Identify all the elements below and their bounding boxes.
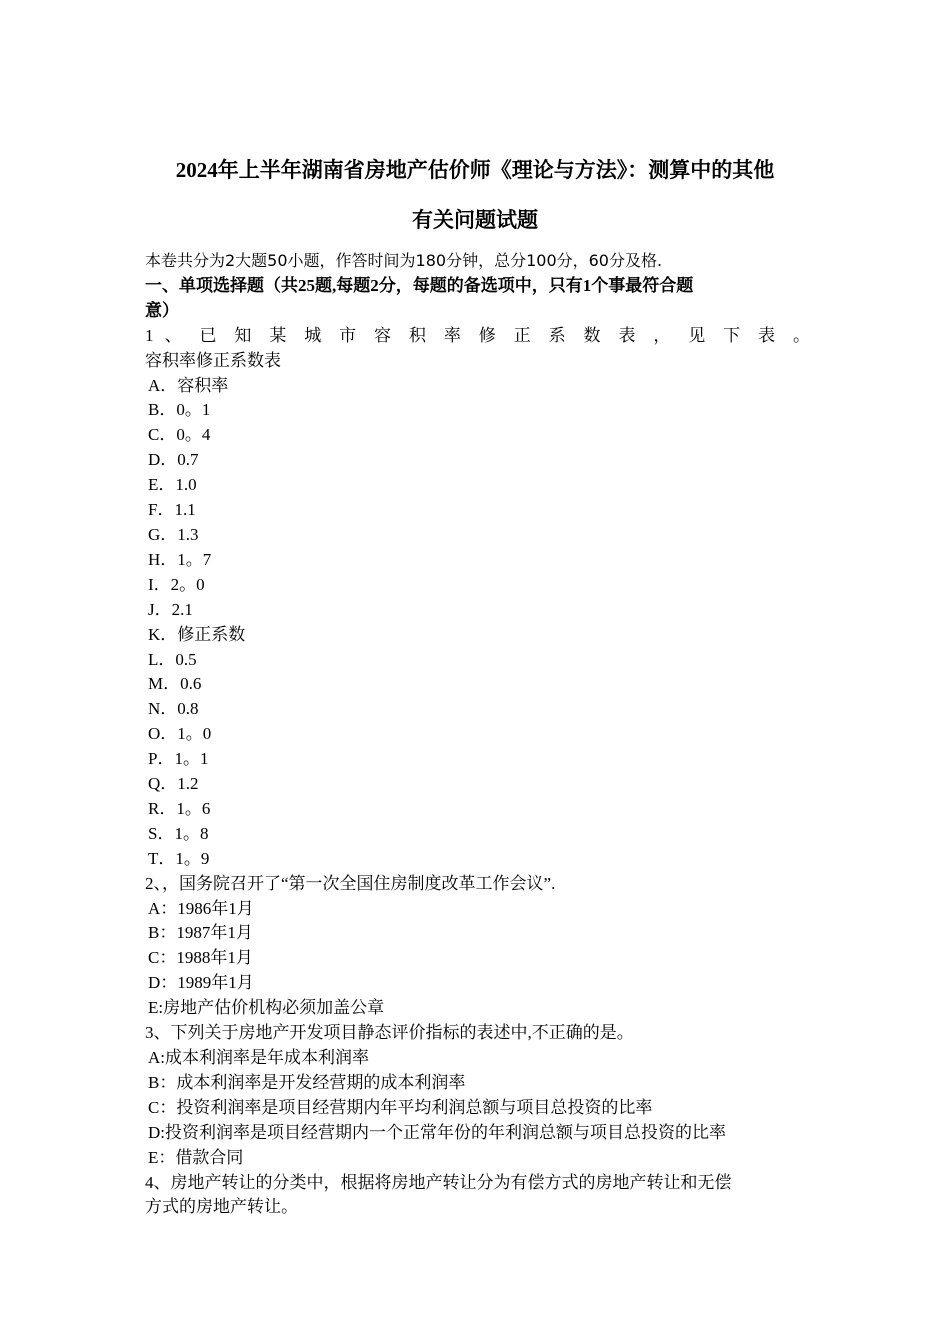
answer-option: H．1。7 [148,549,212,569]
answer-option: L．0.5 [148,649,197,669]
answer-option: B：1987年1月 [148,923,253,943]
question-2 [145,872,810,1021]
answer-option: D．0.7 [148,450,199,470]
answer-option: F．1.1 [148,500,196,520]
answer-option: O．1。0 [148,724,212,744]
section-heading-line-2: 意） [145,300,179,320]
question-stem: 3、下列关于房地产开发项目静态评价指标的表述中,不正确的是。 [145,1023,634,1043]
answer-option: B：成本利润率是开发经营期的成本利润率 [148,1072,466,1092]
answer-option: D:投资利润率是项目经营期内一个正常年份的年利润总额与项目总投资的比率 [148,1122,726,1142]
answer-option: E：借款合同 [148,1147,244,1167]
answer-option: J．2.1 [148,599,193,619]
document-title-line-2: 有关问题试题 [412,208,538,232]
answer-option: E．1.0 [148,475,197,495]
answer-option: T．1。9 [148,848,210,868]
answer-option: S．1。8 [148,823,209,843]
answer-option: B．0。1 [148,400,211,420]
question-3 [145,1021,810,1170]
answer-option: D：1989年1月 [148,973,254,993]
answer-option: M．0.6 [148,674,202,694]
section-heading-line-1: 一、单项选择题（共25题,每题2分，每题的备选项中，只有1个事最符合题 [145,275,694,295]
question-1 [145,324,810,872]
answer-option: C：1988年1月 [148,948,253,968]
question-stem: 2、，国务院召开了“第一次全国住房制度改革工作会议”. [145,873,556,893]
exam-intro: 本卷共分为2大题50小题，作答时间为180分钟，总分100分，60分及格. [145,251,663,270]
answer-option: C．0。4 [148,425,211,445]
answer-option: E:房地产估价机构必须加盖公章 [148,998,385,1018]
question-stem: 容积率修正系数表 [145,350,281,370]
answer-option: I．2。0 [148,574,205,594]
answer-option: R．1。6 [148,798,211,818]
answer-option: A：1986年1月 [148,898,254,918]
answer-option: A．容积率 [148,375,229,395]
answer-option: N．0.8 [148,699,199,719]
answer-option: P．1。1 [148,749,209,769]
answer-option: K．修正系数 [148,624,246,644]
document-title-line-1: 2024年上半年湖南省房地产估价师《理论与方法》：测算中的其他 [175,158,775,182]
question-stem: 1 、 已 知 某 城 市 容 积 率 修 正 系 数 表 ， 见 下 表 。 [145,325,810,345]
question-4 [145,1171,810,1221]
answer-option: C：投资利润率是项目经营期内年平均利润总额与项目总投资的比率 [148,1097,653,1117]
question-stem: 4、房地产转让的分类中，根据将房地产转让分为有偿方式的房地产转让和无偿 [145,1172,732,1192]
document-body [145,249,810,1220]
answer-option: Q．1.2 [148,774,199,794]
question-stem: 方式的房地产转让。 [145,1197,298,1217]
answer-option: G．1.3 [148,524,199,544]
answer-option: A:成本利润率是年成本利润率 [148,1048,369,1067]
